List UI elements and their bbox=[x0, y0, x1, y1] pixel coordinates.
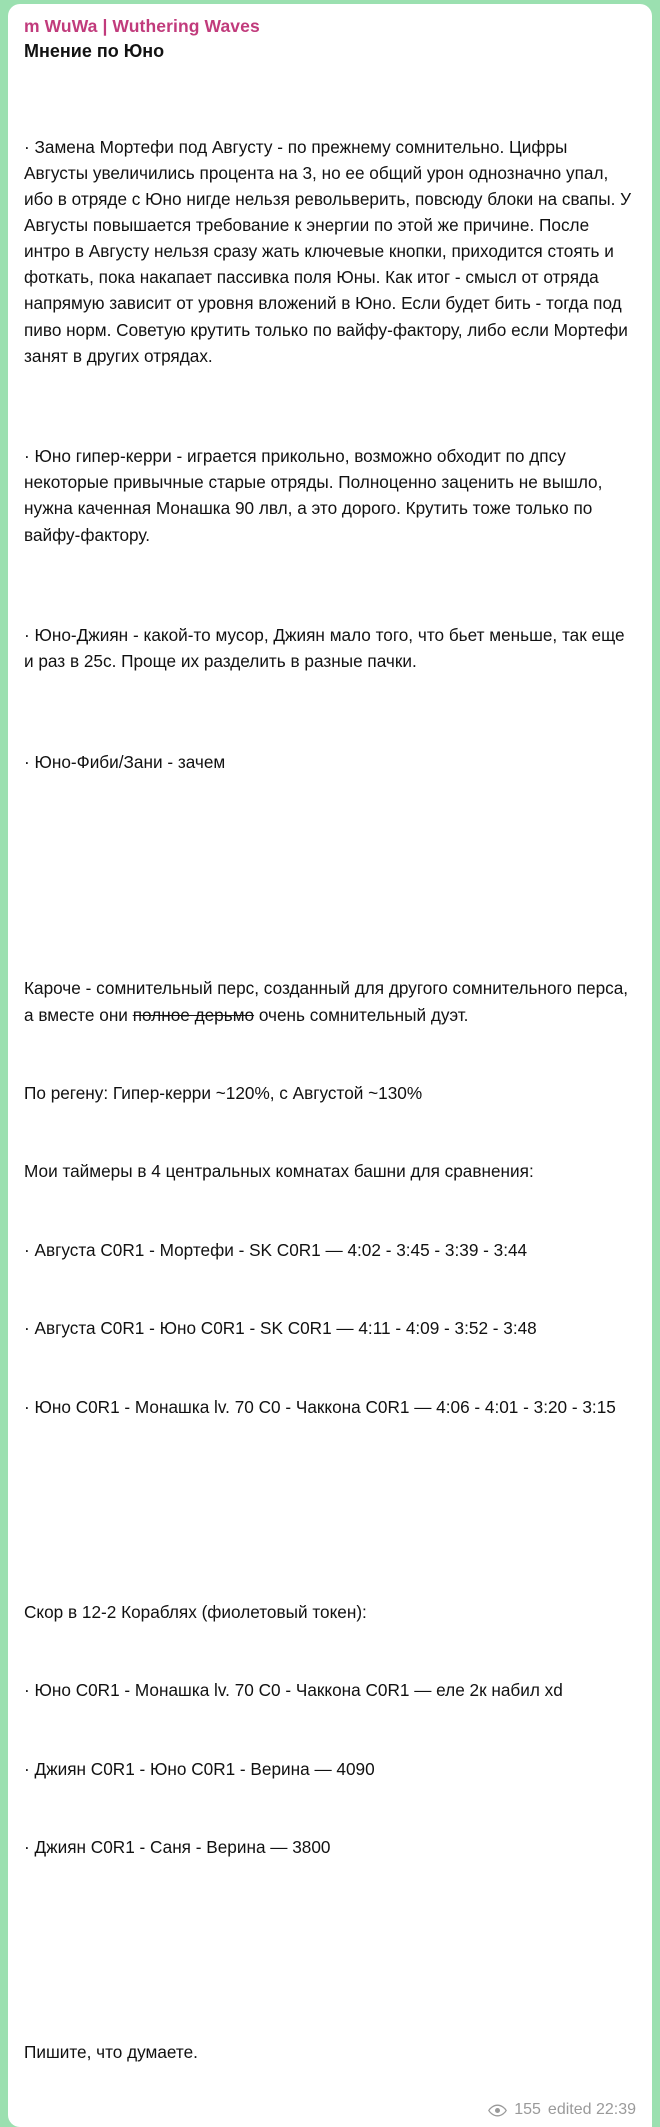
channel-name[interactable]: m WuWa | Wuthering Waves bbox=[24, 16, 260, 36]
timers-header: Мои таймеры в 4 центральных комнатах башни для сравнения: bbox=[24, 1161, 534, 1182]
summary-suffix-text: очень сомнительный дуэт. bbox=[254, 1004, 469, 1025]
eye-icon bbox=[488, 2104, 507, 2117]
spacer bbox=[24, 1498, 636, 1520]
timer-line-2: · Августа C0R1 - Юно C0R1 - SK C0R1 — 4:11 - 4:09 - 3:52 - 3:48 bbox=[24, 1318, 537, 1339]
paragraph-hyper-carry: · Юно гипер-керри - играется прикольно, возможно обходит по дпсу некоторые привычные старые отряды. Полноценно заценить не вышло, нужна каченная Монашка 90 лвл, а это дорого. Крутить тоже только по вайфу-фактору. bbox=[24, 446, 608, 545]
timer-line-3: · Юно C0R1 - Монашка lv. 70 C0 - Чаккона C0R1 — 4:06 - 4:01 - 3:20 - 3:15 bbox=[24, 1396, 616, 1417]
summary-struck-text: полное дерьмо bbox=[132, 1004, 255, 1025]
paragraph-phoebe-zani: · Юно-Фиби/Зани - зачем bbox=[24, 751, 226, 772]
score-line-3: · Джиян C0R1 - Саня - Верина — 3800 bbox=[24, 1836, 331, 1857]
score-header: Скор в 12-2 Кораблях (фиолетовый токен): bbox=[24, 1601, 367, 1622]
post-body bbox=[24, 81, 636, 2117]
summary-prefix-text: Кароче - сомнительный перс, созданный для другого сомнительного перса, а вместе они bbox=[24, 978, 633, 1025]
views-count: 155 bbox=[514, 2101, 541, 2119]
timer-line-1: · Августа C0R1 - Мортефи - SK C0R1 — 4:02 - 3:45 - 3:39 - 3:44 bbox=[24, 1239, 528, 1260]
score-line-1: · Юно C0R1 - Монашка lv. 70 C0 - Чаккона C0R1 — еле 2к набил xd bbox=[24, 1680, 563, 1701]
post-title: Мнение по Юно bbox=[24, 40, 165, 61]
message-bubble bbox=[8, 4, 652, 2127]
paragraph-augusta-swap: · Замена Мортефи под Августу - по прежнему сомнительно. Цифры Августы увеличились процента на 3, но ее общий урон однозначно упал, ибо в отряде с Юно нигде нельзя револьверить, повсюду блоки на свапы. У Августы повышается требование к энергии по этой же причине. После интро в Августу нельзя сразу жать ключевые кнопки, приходится стоять и фоткать, пока накапает пассивка поля Юны. Как итог - смысл от отряда напрямую зависит от уровня вложений в Юно. Если будет бить - тогда под пиво норм. Советую крутить только по вайфу-фактору, либо если Мортефи занят в других отрядах. bbox=[24, 136, 636, 366]
closing-line: Пишите, что думаете. bbox=[24, 2041, 198, 2062]
paragraph-jiyan: · Юно-Джиян - какой-то мусор, Джиян мало того, что бьет меньше, так еще и раз в 25с. Проще их разделить в разные пачки. bbox=[24, 624, 630, 672]
spacer bbox=[24, 875, 636, 897]
spacer bbox=[24, 1939, 636, 1961]
edited-timestamp: edited 22:39 bbox=[547, 2101, 636, 2119]
regen-line: По регену: Гипер-керри ~120%, с Августой ~130% bbox=[24, 1083, 423, 1104]
score-line-2: · Джиян C0R1 - Юно C0R1 - Верина — 4090 bbox=[24, 1758, 375, 1779]
message-footer bbox=[488, 2101, 636, 2119]
paragraph-summary bbox=[24, 975, 636, 1027]
